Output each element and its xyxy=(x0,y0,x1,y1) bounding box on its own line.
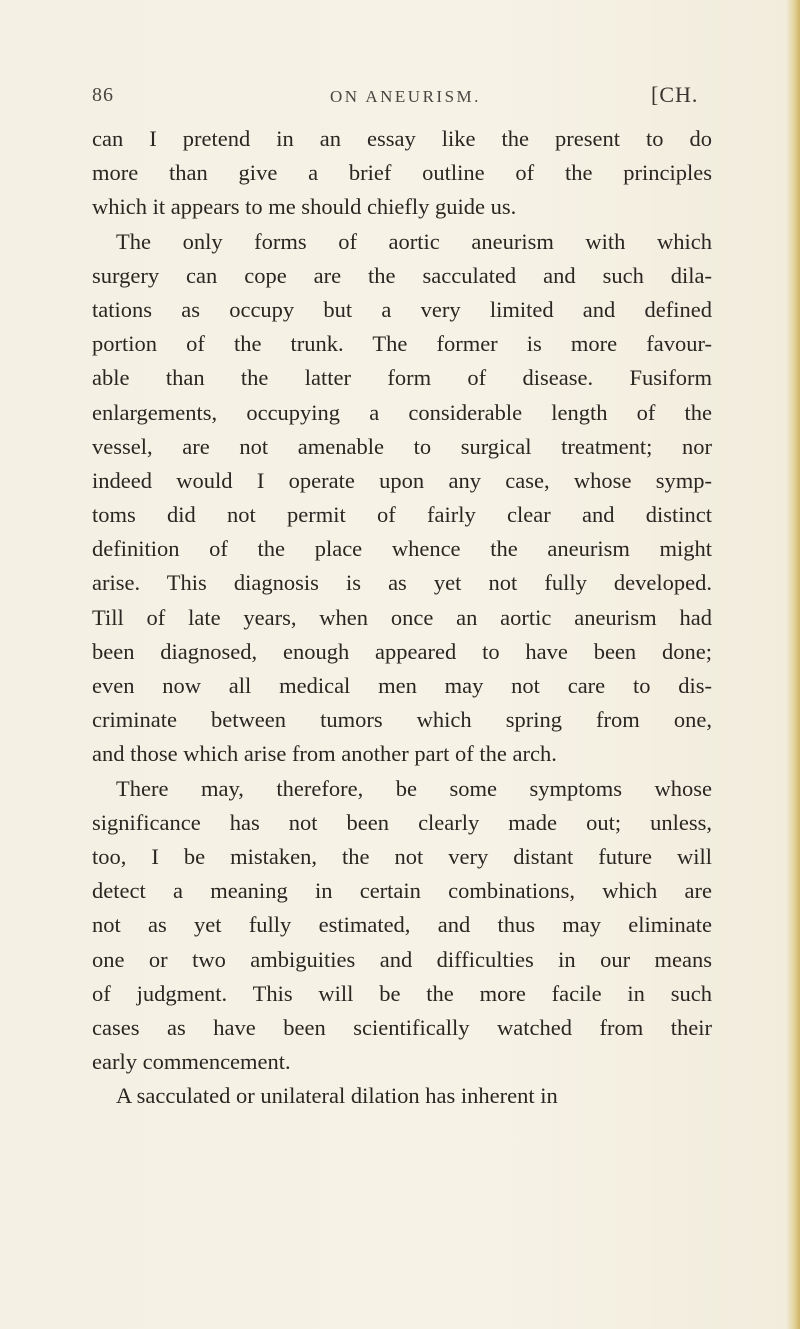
page-header xyxy=(0,78,800,118)
text-line: Till of late years, when once an aortic aneurism had xyxy=(92,604,712,630)
text-line: A sacculated or unilateral dilation has inherent in xyxy=(116,1083,558,1109)
text-line: not as yet fully estimated, and thus may eliminate xyxy=(92,912,712,938)
text-line: enlargements, occupying a considerable length of the xyxy=(92,399,712,425)
text-line: even now all medical men may not care to dis- xyxy=(92,673,712,698)
text-line: toms did not permit of fairly clear and distinct xyxy=(92,502,712,528)
page-edge xyxy=(786,0,800,1329)
text-line: arise. This diagnosis is as yet not fully developed. xyxy=(92,570,712,596)
text-line: cases as have been scientifically watched from their xyxy=(92,1014,712,1040)
text-line: which it appears to me should chiefly guide us. xyxy=(92,194,517,220)
text-line: tations as occupy but a very limited and defined xyxy=(92,296,712,322)
text-line: too, I be mistaken, the not very distant future will xyxy=(92,843,712,869)
text-line: able than the latter form of disease. Fusiform xyxy=(92,365,712,391)
text-line: The only forms of aortic aneurism with which xyxy=(116,228,712,254)
text-line: indeed would I operate upon any case, whose symp- xyxy=(92,467,712,493)
text-line: definition of the place whence the aneurism might xyxy=(92,536,712,562)
text-line: of judgment. This will be the more facile in such xyxy=(92,980,712,1006)
page-number: 86 xyxy=(92,84,114,106)
text-line: detect a meaning in certain combinations, which are xyxy=(92,878,712,904)
text-line: and those which arise from another part of the arch. xyxy=(92,741,557,767)
text-line: early commencement. xyxy=(92,1049,291,1075)
text-line: more than give a brief outline of the principles xyxy=(92,160,712,186)
text-line: There may, therefore, be some symptoms whose xyxy=(116,775,712,801)
body-text xyxy=(92,122,712,1113)
chapter-mark: [CH. xyxy=(651,82,699,107)
text-line: can I pretend in an essay like the present to do xyxy=(92,126,712,151)
text-line: surgery can cope are the sacculated and such dila- xyxy=(92,262,712,288)
running-head: ON ANEURISM. xyxy=(330,87,481,106)
text-line: portion of the trunk. The former is more favour- xyxy=(92,331,712,357)
text-line: been diagnosed, enough appeared to have been done; xyxy=(92,638,712,664)
text-line: criminate between tumors which spring from one, xyxy=(92,707,712,733)
text-line: one or two ambiguities and difficulties in our means xyxy=(92,946,712,972)
text-line: significance has not been clearly made out; unless, xyxy=(92,809,712,835)
text-line: vessel, are not amenable to surgical treatment; nor xyxy=(92,433,712,459)
